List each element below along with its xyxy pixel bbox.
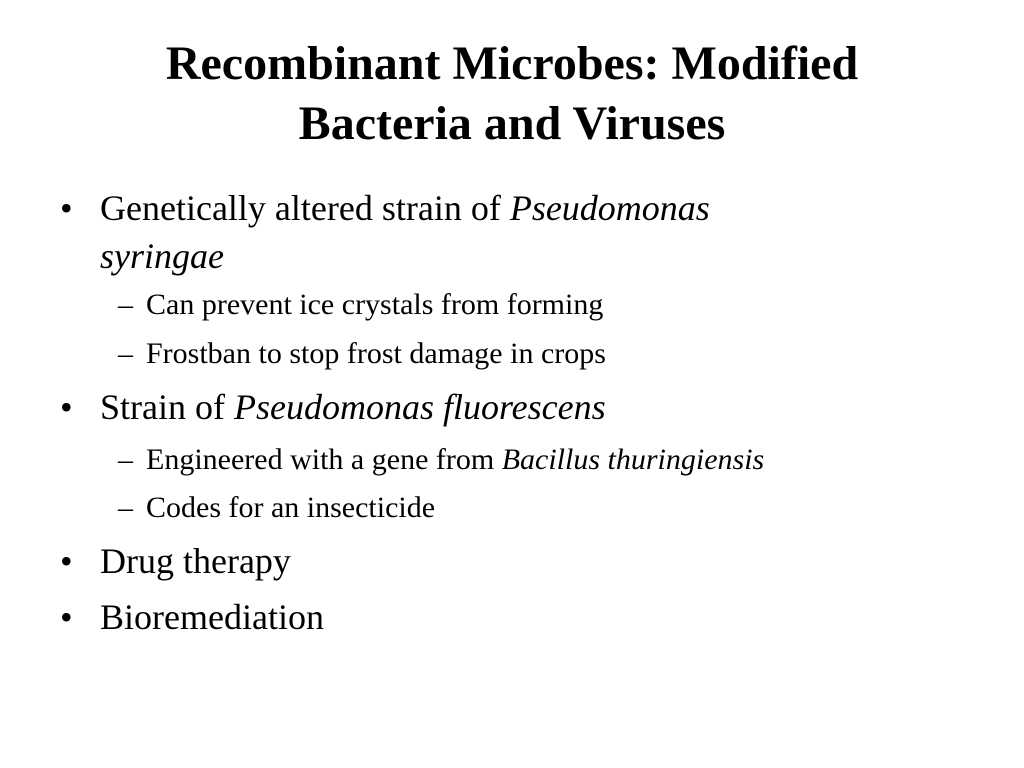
- title-line-1: Recombinant Microbes: Modified: [165, 37, 859, 90]
- sub-bullet-marker: –: [118, 288, 133, 321]
- sub-bullet-text: Frostban to stop frost damage in crops: [146, 337, 606, 370]
- sub-bullet-text-italic: Bacillus thuringiensis: [501, 443, 765, 476]
- bullet-text-italic: Pseudomonas fluorescens: [233, 387, 606, 427]
- sub-bullet-marker: –: [118, 491, 133, 524]
- bullet-text-italic: syringae: [100, 236, 224, 276]
- bullet-marker: •: [60, 387, 73, 427]
- title-line-2: Bacteria and Viruses: [298, 97, 726, 150]
- bullet-marker: •: [60, 541, 73, 581]
- bullet-text-continuation: [100, 234, 224, 278]
- sub-bullet-marker: –: [118, 337, 133, 370]
- bullet-text: Drug therapy: [100, 541, 291, 581]
- sub-bullet-marker: –: [118, 443, 133, 476]
- bullet-marker: •: [60, 188, 73, 228]
- sub-bullet-text: Codes for an insecticide: [146, 491, 436, 524]
- bullet-text-italic: Pseudomonas: [509, 188, 710, 228]
- bullet-text: Bioremediation: [100, 597, 324, 637]
- bullet-text: [100, 385, 606, 429]
- bullet-text: [100, 186, 710, 230]
- sub-bullet-text: [146, 442, 764, 478]
- bullet-marker: •: [60, 597, 73, 637]
- bullet-text-prefix: Genetically altered strain of: [100, 188, 510, 228]
- sub-bullet-text: Can prevent ice crystals from forming: [146, 288, 604, 321]
- sub-bullet-text-prefix: Engineered with a gene from: [146, 443, 502, 476]
- bullet-text-prefix: Strain of: [100, 387, 234, 427]
